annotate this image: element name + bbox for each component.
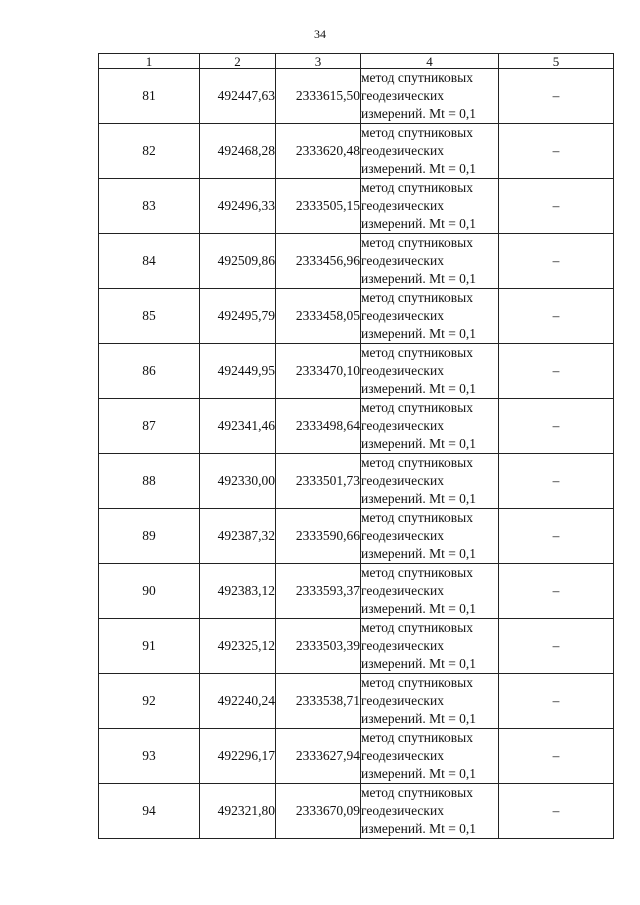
method-line-1: метод спутниковых: [361, 675, 473, 690]
note-cell: –: [499, 784, 614, 839]
point-number-cell: 84: [99, 234, 200, 289]
point-number-cell: 91: [99, 619, 200, 674]
point-number-cell: 87: [99, 399, 200, 454]
x-coordinate-cell: 492449,95: [200, 344, 276, 399]
method-line-2: геодезических: [361, 748, 444, 763]
note-cell: –: [499, 564, 614, 619]
table-row: [99, 124, 614, 179]
method-line-3: измерений. Mt = 0,1: [361, 436, 477, 451]
method-cell: [361, 729, 499, 784]
coordinates-table: [98, 53, 614, 839]
y-coordinate-cell: 2333458,05: [276, 289, 361, 344]
table-body: [99, 69, 614, 839]
point-number-cell: 86: [99, 344, 200, 399]
method-line-2: геодезических: [361, 583, 444, 598]
y-coordinate-cell: 2333505,15: [276, 179, 361, 234]
note-cell: –: [499, 674, 614, 729]
point-number-cell: 94: [99, 784, 200, 839]
method-line-3: измерений. Mt = 0,1: [361, 821, 477, 836]
note-cell: –: [499, 454, 614, 509]
method-line-2: геодезических: [361, 528, 444, 543]
method-cell: [361, 399, 499, 454]
header-col-4: 4: [361, 54, 499, 69]
table-row: [99, 69, 614, 124]
point-number-cell: 89: [99, 509, 200, 564]
note-cell: –: [499, 69, 614, 124]
table-row: [99, 179, 614, 234]
point-number-cell: 82: [99, 124, 200, 179]
y-coordinate-cell: 2333615,50: [276, 69, 361, 124]
method-line-1: метод спутниковых: [361, 180, 473, 195]
x-coordinate-cell: 492383,12: [200, 564, 276, 619]
method-line-1: метод спутниковых: [361, 235, 473, 250]
method-line-1: метод спутниковых: [361, 400, 473, 415]
y-coordinate-cell: 2333503,39: [276, 619, 361, 674]
method-line-3: измерений. Mt = 0,1: [361, 216, 477, 231]
x-coordinate-cell: 492330,00: [200, 454, 276, 509]
x-coordinate-cell: 492321,80: [200, 784, 276, 839]
method-line-1: метод спутниковых: [361, 565, 473, 580]
method-line-2: геодезических: [361, 638, 444, 653]
method-line-1: метод спутниковых: [361, 345, 473, 360]
note-cell: –: [499, 729, 614, 784]
x-coordinate-cell: 492387,32: [200, 509, 276, 564]
point-number-cell: 93: [99, 729, 200, 784]
method-line-3: измерений. Mt = 0,1: [361, 161, 477, 176]
point-number-cell: 90: [99, 564, 200, 619]
method-line-3: измерений. Mt = 0,1: [361, 711, 477, 726]
y-coordinate-cell: 2333620,48: [276, 124, 361, 179]
point-number-cell: 85: [99, 289, 200, 344]
method-line-3: измерений. Mt = 0,1: [361, 491, 477, 506]
header-row: [99, 54, 614, 69]
table-header: [99, 54, 614, 69]
table-row: [99, 564, 614, 619]
x-coordinate-cell: 492325,12: [200, 619, 276, 674]
method-line-2: геодезических: [361, 253, 444, 268]
method-line-1: метод спутниковых: [361, 125, 473, 140]
y-coordinate-cell: 2333470,10: [276, 344, 361, 399]
y-coordinate-cell: 2333501,73: [276, 454, 361, 509]
method-line-3: измерений. Mt = 0,1: [361, 381, 477, 396]
method-line-3: измерений. Mt = 0,1: [361, 766, 477, 781]
note-cell: –: [499, 344, 614, 399]
table-row: [99, 509, 614, 564]
table-row: [99, 729, 614, 784]
y-coordinate-cell: 2333627,94: [276, 729, 361, 784]
method-cell: [361, 564, 499, 619]
method-cell: [361, 344, 499, 399]
table-row: [99, 674, 614, 729]
point-number-cell: 81: [99, 69, 200, 124]
method-line-2: геодезических: [361, 803, 444, 818]
x-coordinate-cell: 492509,86: [200, 234, 276, 289]
header-col-1: 1: [99, 54, 200, 69]
point-number-cell: 83: [99, 179, 200, 234]
method-line-2: геодезических: [361, 363, 444, 378]
method-line-3: измерений. Mt = 0,1: [361, 106, 477, 121]
method-cell: [361, 619, 499, 674]
y-coordinate-cell: 2333538,71: [276, 674, 361, 729]
note-cell: –: [499, 179, 614, 234]
method-line-3: измерений. Mt = 0,1: [361, 271, 477, 286]
method-line-1: метод спутниковых: [361, 70, 473, 85]
method-line-3: измерений. Mt = 0,1: [361, 601, 477, 616]
y-coordinate-cell: 2333498,64: [276, 399, 361, 454]
method-line-2: геодезических: [361, 693, 444, 708]
method-line-3: измерений. Mt = 0,1: [361, 326, 477, 341]
note-cell: –: [499, 619, 614, 674]
x-coordinate-cell: 492240,24: [200, 674, 276, 729]
y-coordinate-cell: 2333593,37: [276, 564, 361, 619]
method-line-3: измерений. Mt = 0,1: [361, 656, 477, 671]
table-row: [99, 619, 614, 674]
note-cell: –: [499, 289, 614, 344]
header-col-2: 2: [200, 54, 276, 69]
method-cell: [361, 674, 499, 729]
method-line-2: геодезических: [361, 418, 444, 433]
y-coordinate-cell: 2333590,66: [276, 509, 361, 564]
table-row: [99, 399, 614, 454]
x-coordinate-cell: 492496,33: [200, 179, 276, 234]
note-cell: –: [499, 124, 614, 179]
method-cell: [361, 124, 499, 179]
method-line-1: метод спутниковых: [361, 290, 473, 305]
method-line-1: метод спутниковых: [361, 620, 473, 635]
table-row: [99, 784, 614, 839]
method-cell: [361, 509, 499, 564]
method-cell: [361, 454, 499, 509]
y-coordinate-cell: 2333456,96: [276, 234, 361, 289]
method-line-1: метод спутниковых: [361, 510, 473, 525]
table-row: [99, 289, 614, 344]
x-coordinate-cell: 492341,46: [200, 399, 276, 454]
y-coordinate-cell: 2333670,09: [276, 784, 361, 839]
method-cell: [361, 234, 499, 289]
method-cell: [361, 784, 499, 839]
method-line-3: измерений. Mt = 0,1: [361, 546, 477, 561]
method-line-2: геодезических: [361, 308, 444, 323]
method-cell: [361, 289, 499, 344]
method-line-1: метод спутниковых: [361, 455, 473, 470]
x-coordinate-cell: 492296,17: [200, 729, 276, 784]
method-cell: [361, 179, 499, 234]
header-col-3: 3: [276, 54, 361, 69]
table-row: [99, 344, 614, 399]
x-coordinate-cell: 492495,79: [200, 289, 276, 344]
note-cell: –: [499, 399, 614, 454]
table-row: [99, 234, 614, 289]
method-line-2: геодезических: [361, 473, 444, 488]
header-col-5: 5: [499, 54, 614, 69]
x-coordinate-cell: 492447,63: [200, 69, 276, 124]
note-cell: –: [499, 509, 614, 564]
page-number: 34: [314, 27, 326, 41]
method-cell: [361, 69, 499, 124]
method-line-1: метод спутниковых: [361, 785, 473, 800]
x-coordinate-cell: 492468,28: [200, 124, 276, 179]
table-row: [99, 454, 614, 509]
note-cell: –: [499, 234, 614, 289]
point-number-cell: 88: [99, 454, 200, 509]
method-line-2: геодезических: [361, 143, 444, 158]
method-line-2: геодезических: [361, 88, 444, 103]
point-number-cell: 92: [99, 674, 200, 729]
method-line-2: геодезических: [361, 198, 444, 213]
method-line-1: метод спутниковых: [361, 730, 473, 745]
